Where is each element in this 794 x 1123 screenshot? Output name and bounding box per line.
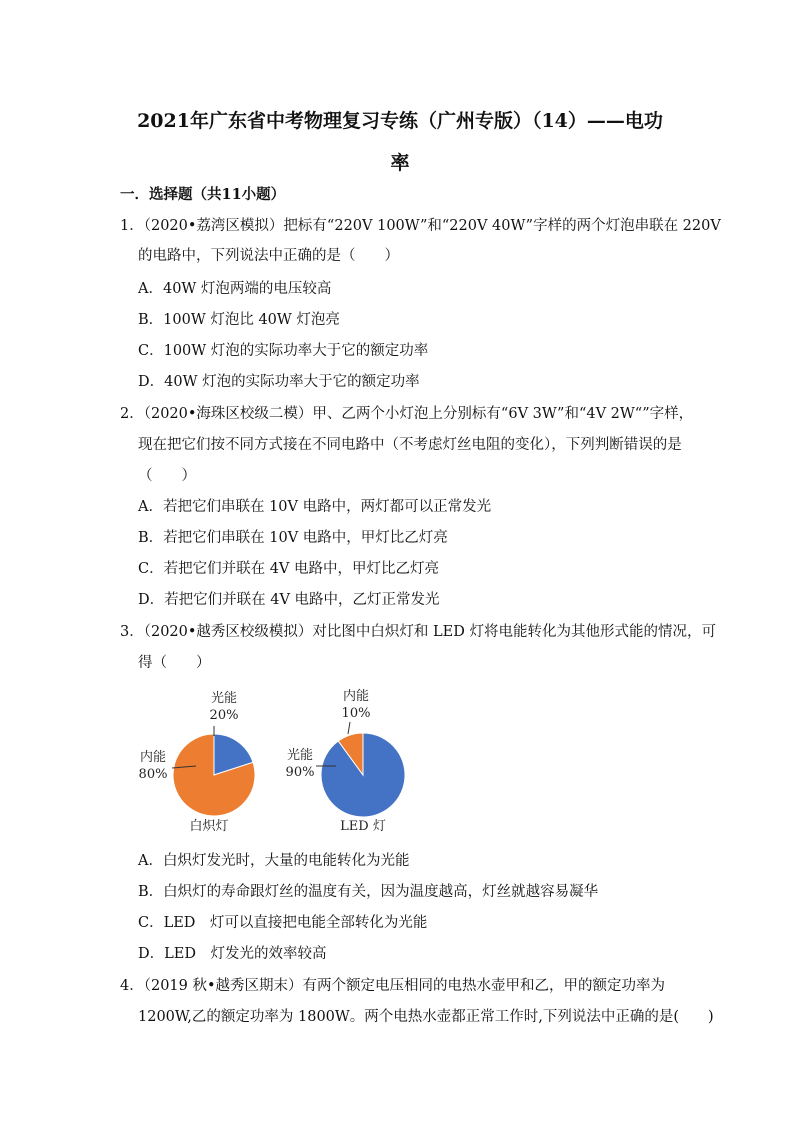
incandescent-pie-chart bbox=[139, 690, 255, 834]
page-title-continued: 率 bbox=[390, 152, 410, 174]
energy-pie-charts bbox=[130, 686, 430, 836]
question-1-option-a: A．40W 灯泡两端的电压较高 bbox=[138, 281, 332, 297]
slice-value-label: 20% bbox=[209, 708, 239, 723]
question-2-stem-line-2: 现在把它们按不同方式接在不同电路中（不考虑灯丝电阻的变化），下列判断错误的是 bbox=[138, 437, 682, 453]
question-2-option-b: B．若把它们串联在 10V 电路中，甲灯比乙灯亮 bbox=[138, 530, 448, 546]
label-leader-line bbox=[348, 722, 350, 734]
chart-title: LED 灯 bbox=[340, 819, 386, 834]
question-1-stem-line-1: 1．（2020•荔湾区模拟）把标有“220V 100W”和“220V 40W”字样的两个灯泡串联在 220V bbox=[120, 218, 721, 234]
question-2-option-c: C．若把它们并联在 4V 电路中，甲灯比乙灯亮 bbox=[138, 561, 440, 577]
question-3-stem-line-1: 3．（2020•越秀区校级模拟）对比图中白炽灯和 LED 灯将电能转化为其他形式能的情况，可 bbox=[120, 624, 716, 640]
question-4-stem-line-2: 1200W,乙的额定功率为 1800W。两个电热水壶都正常工作时,下列说法中正确的是( ) bbox=[138, 1009, 714, 1025]
question-1-option-d: D．40W 灯泡的实际功率大于它的额定功率 bbox=[138, 374, 420, 390]
question-2-stem-line-3: （ ） bbox=[138, 468, 196, 484]
page-title: 2021年广东省中考物理复习专练（广州专版）（14）——电功 bbox=[137, 110, 663, 132]
question-3-option-a: A．白炽灯发光时，大量的电能转化为光能 bbox=[138, 853, 410, 869]
question-1-option-b: B．100W 灯泡比 40W 灯泡亮 bbox=[138, 312, 340, 328]
slice-label: 内能 bbox=[342, 689, 370, 704]
question-1-option-c: C．100W 灯泡的实际功率大于它的额定功率 bbox=[138, 343, 429, 359]
question-1-stem-line-2: 的电路中，下列说法中正确的是（ ） bbox=[138, 248, 399, 264]
question-2-stem-line-1: 2．（2020•海珠区校级二模）甲、乙两个小灯泡上分别标有“6V 3W”和“4V 2W“”字样， bbox=[120, 406, 694, 422]
question-4-stem-line-1: 4．（2019 秋•越秀区期末）有两个额定电压相同的电热水壶甲和乙，甲的额定功率为 bbox=[120, 978, 666, 994]
question-3-option-d: D．LED 灯发光的效率较高 bbox=[138, 946, 327, 962]
slice-value-label: 10% bbox=[341, 706, 371, 721]
section-heading: 一．选择题（共11小题） bbox=[120, 186, 286, 203]
question-3-option-b: B．白炽灯的寿命跟灯丝的温度有关，因为温度越高，灯丝就越容易凝华 bbox=[138, 884, 599, 900]
led-pie-chart bbox=[286, 688, 405, 834]
slice-label: 光能 bbox=[286, 748, 314, 763]
slice-value-label: 80% bbox=[138, 767, 168, 782]
question-3-option-c: C．LED 灯可以直接把电能全部转化为光能 bbox=[138, 915, 428, 931]
slice-value-label: 90% bbox=[285, 765, 315, 780]
question-2-option-a: A．若把它们串联在 10V 电路中，两灯都可以正常发光 bbox=[138, 499, 492, 515]
slice-label: 光能 bbox=[210, 691, 238, 706]
question-3-stem-line-2: 得（ ） bbox=[138, 655, 211, 671]
chart-title: 白炽灯 bbox=[189, 819, 229, 834]
slice-label: 内能 bbox=[139, 750, 167, 765]
question-2-option-d: D．若把它们并联在 4V 电路中，乙灯正常发光 bbox=[138, 592, 440, 608]
